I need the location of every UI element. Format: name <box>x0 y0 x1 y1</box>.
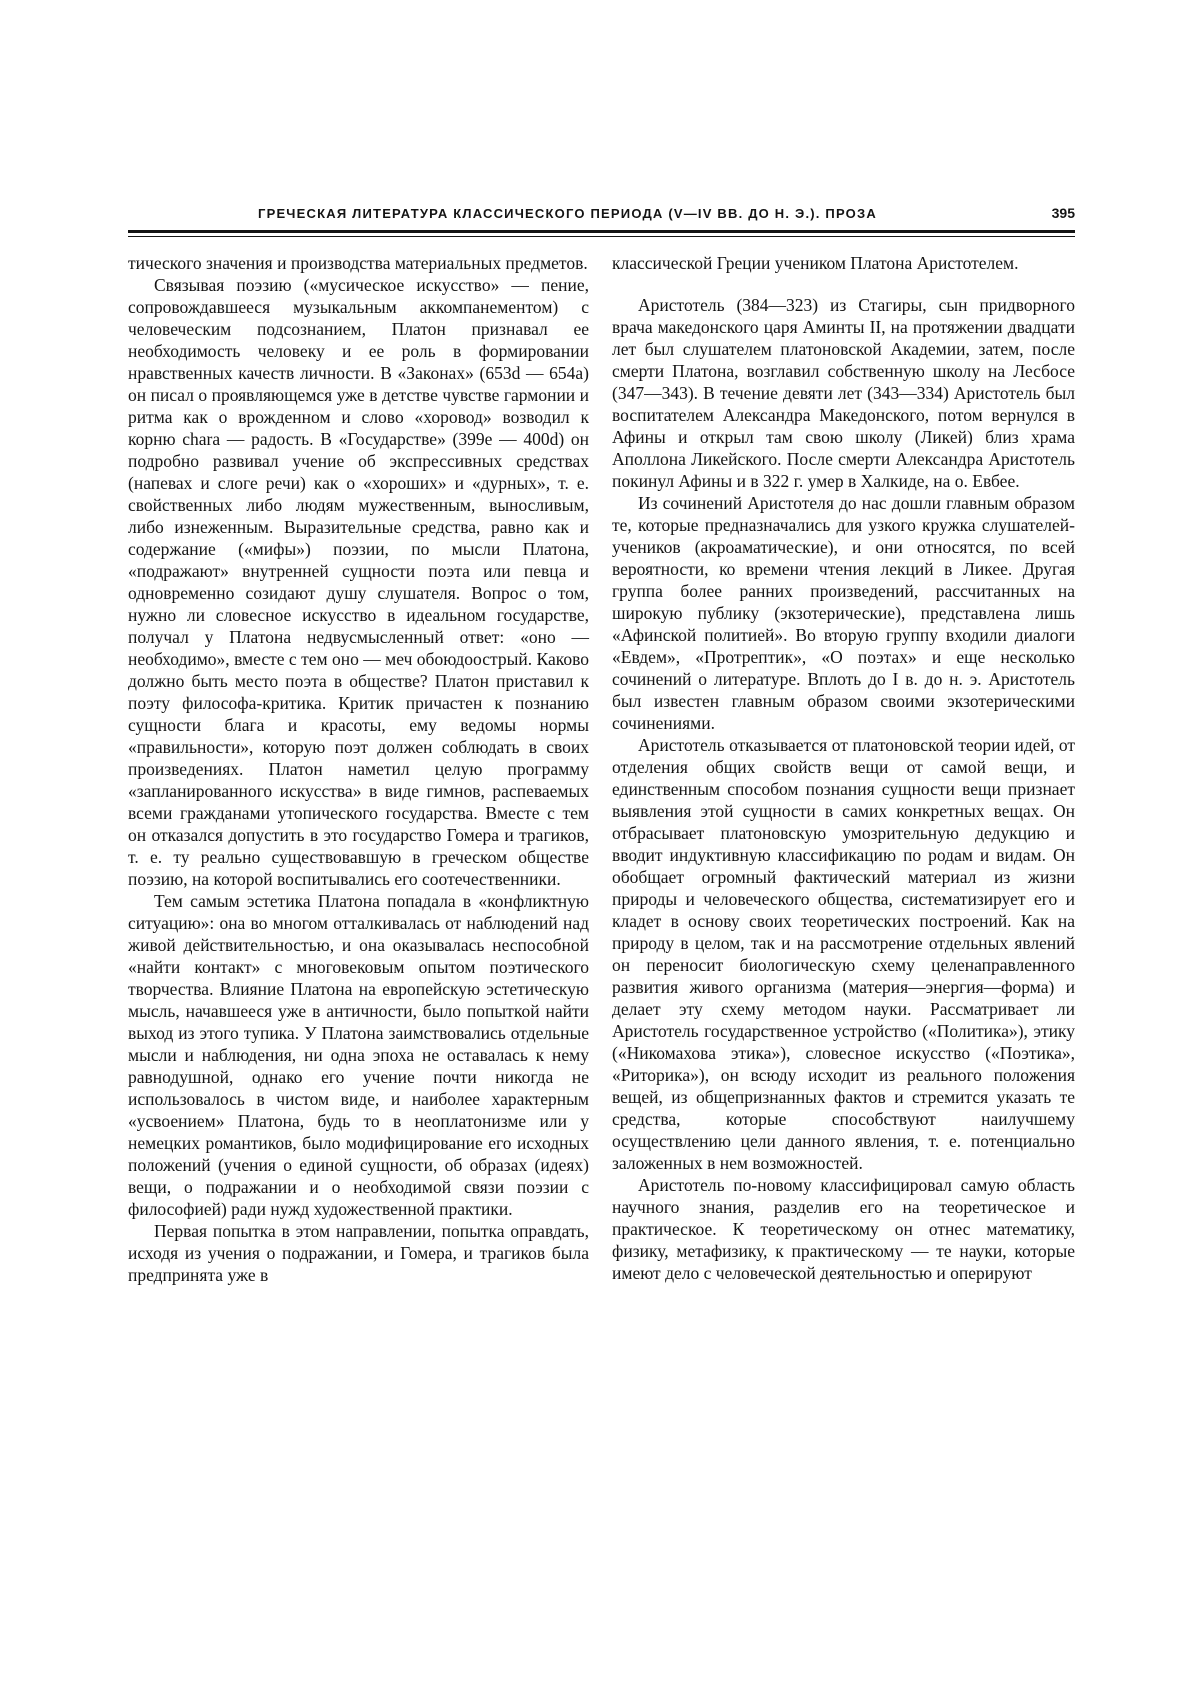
right-column <box>612 252 1075 1284</box>
right-paragraph: Аристотель отказывается от платоновской теории идей, от отделения общих свойств вещи от самой вещи, и единственным способом познания сущности вещи признает выявления этой сущности в самих конкретных вещах. Он отбрасывает платоновскую умозрительную дедукцию и вводит индуктивную классификацию по родам и видам. Он обобщает огромный фактический материал из жизни природы и человеческого общества, систематизирует его и кладет в основу своих теоретических построений. Как на природу в целом, так и на рассмотрение отдельных явлений он переносит биологическую схему целенаправленного развития живого организма (материя—энергия—форма) и делает эту схему методом науки. Рассматривает ли Аристотель государственное устройство («Политика»), этику («Никомахова этика»), словесное искусство («Поэтика», «Риторика»), он всюду исходит из реального положения вещей, из общепризнанных фактов и стремится указать те средства, которые способствуют наилучшему осуществлению цели данного явления, т. е. потенциально заложенных в нем возможностей. <box>612 735 1075 1173</box>
running-header-title: ГРЕЧЕСКАЯ ЛИТЕРАТУРА КЛАССИЧЕСКОГО ПЕРИОДА (V—IV ВВ. ДО Н. Э.). ПРОЗА <box>258 206 877 221</box>
header-rule-thin <box>128 236 1075 237</box>
page-number: 395 <box>1051 205 1075 221</box>
header-rule-thick <box>128 230 1075 233</box>
right-paragraph: Аристотель по-новому классифицировал самую область научного знания, разделив его на теоретическое и практическое. К теоретическому он отнес математику, физику, метафизику, к практическому — те науки, которые имеют дело с человеческой деятельностью и оперируют <box>612 1175 1075 1283</box>
left-column <box>128 252 589 1286</box>
running-header <box>128 206 1075 230</box>
left-paragraph-continued: тического значения и производства материальных предметов. <box>128 253 588 273</box>
right-paragraph-continued: классической Греции учеником Платона Аристотелем. <box>612 253 1019 273</box>
right-paragraph: Аристотель (384—323) из Стагиры, сын придворного врача македонского царя Аминты II, на протяжении двадцати лет был слушателем платоновской Академии, затем, после смерти Платона, возглавил собственную школу на Лесбосе (347—343). В течение девяти лет (343—334) Аристотель был воспитателем Александра Македонского, потом вернулся в Афины и открыл там свою школу (Ликей) близ храма Аполлона Ликейского. После смерти Александра Аристотель покинул Афины и в 322 г. умер в Халкиде, на о. Евбее. <box>612 295 1075 491</box>
left-paragraph: Связывая поэзию («мусическое искусство» — пение, сопровождавшееся музыкальным аккомпанементом) с человеческим подсознанием, Платон признавал ее необходимость человеку и ее роль в формировании нравственных качеств личности. В «Законах» (653d — 654a) он писал о проявляющемся уже в детстве чувстве гармонии и ритма как о врожденном и слово «хоровод» возводил к корню chara — радость. В «Государстве» (399e — 400d) он подробно развивал учение об экспрессивных средствах (напевах и слоге речи) как о «хороших» и «дурных», т. е. свойственных либо людям мужественным, выносливым, либо изнеженным. Выразительные средства, равно как и содержание («мифы») поэзии, по мысли Платона, «подражают» внутренней сущности поэта или певца и одновременно созидают душу слушателя. Вопрос о том, нужно ли словесное искусство в идеальном государстве, получал у Платона недвусмысленный ответ: «оно — необходимо», вместе с тем оно — меч обоюдоострый. Каково должно быть место поэта в обществе? Платон приставил к поэту философа-критика. Критик причастен к познанию сущности блага и красоты, ему ведомы нормы «правильности», которую поэт должен соблюдать в своих произведениях. Платон наметил целую программу «запланированного искусства» в виде гимнов, распеваемых всеми гражданами утопического государства. Вместе с тем он отказался допустить в это государство Гомера и трагиков, т. е. ту реально существовавшую в греческом обществе поэзию, на которой воспитывались его соотечественники. <box>128 275 589 889</box>
left-paragraph: Тем самым эстетика Платона попадала в «конфликтную ситуацию»: она во многом отталкивалась от наблюдений над живой действительностью, и она оказывалась неспособной «найти контакт» с многовековым опытом поэтического творчества. Влияние Платона на европейскую эстетическую мысль, начавшееся уже в античности, было попыткой найти выход из этого тупика. У Платона заимствовались отдельные мысли и наблюдения, ни одна эпоха не оставалась к нему равнодушной, однако его учение почти никогда не использовалось в чистом виде, и наиболее характерным «усвоением» Платона, будь то в неоплатонизме или у немецких романтиков, было модифицирование его исходных положений (учения о единой сущности, об образах (идеях) вещи, о подражании и о необходимой связи поэзии с философией) ради нужд художественной практики. <box>128 891 589 1219</box>
left-paragraph: Первая попытка в этом направлении, попытка оправдать, исходя из учения о подражании, и Гомера, и трагиков была предпринята уже в <box>128 1221 589 1285</box>
right-paragraph: Из сочинений Аристотеля до нас дошли главным образом те, которые предназначались для узкого кружка слушателей-учеников (акроаматические), и они относятся, по всей вероятности, ко времени чтения лекций в Ликее. Другая группа более ранних произведений, рассчитанных на широкую публику (экзотерические), представлена лишь «Афинской политией». Во вторую группу входили диалоги «Евдем», «Протрептик», «О поэтах» и еще несколько сочинений о литературе. Вплоть до I в. до н. э. Аристотель был известен главным образом своими экзотерическими сочинениями. <box>612 493 1075 733</box>
